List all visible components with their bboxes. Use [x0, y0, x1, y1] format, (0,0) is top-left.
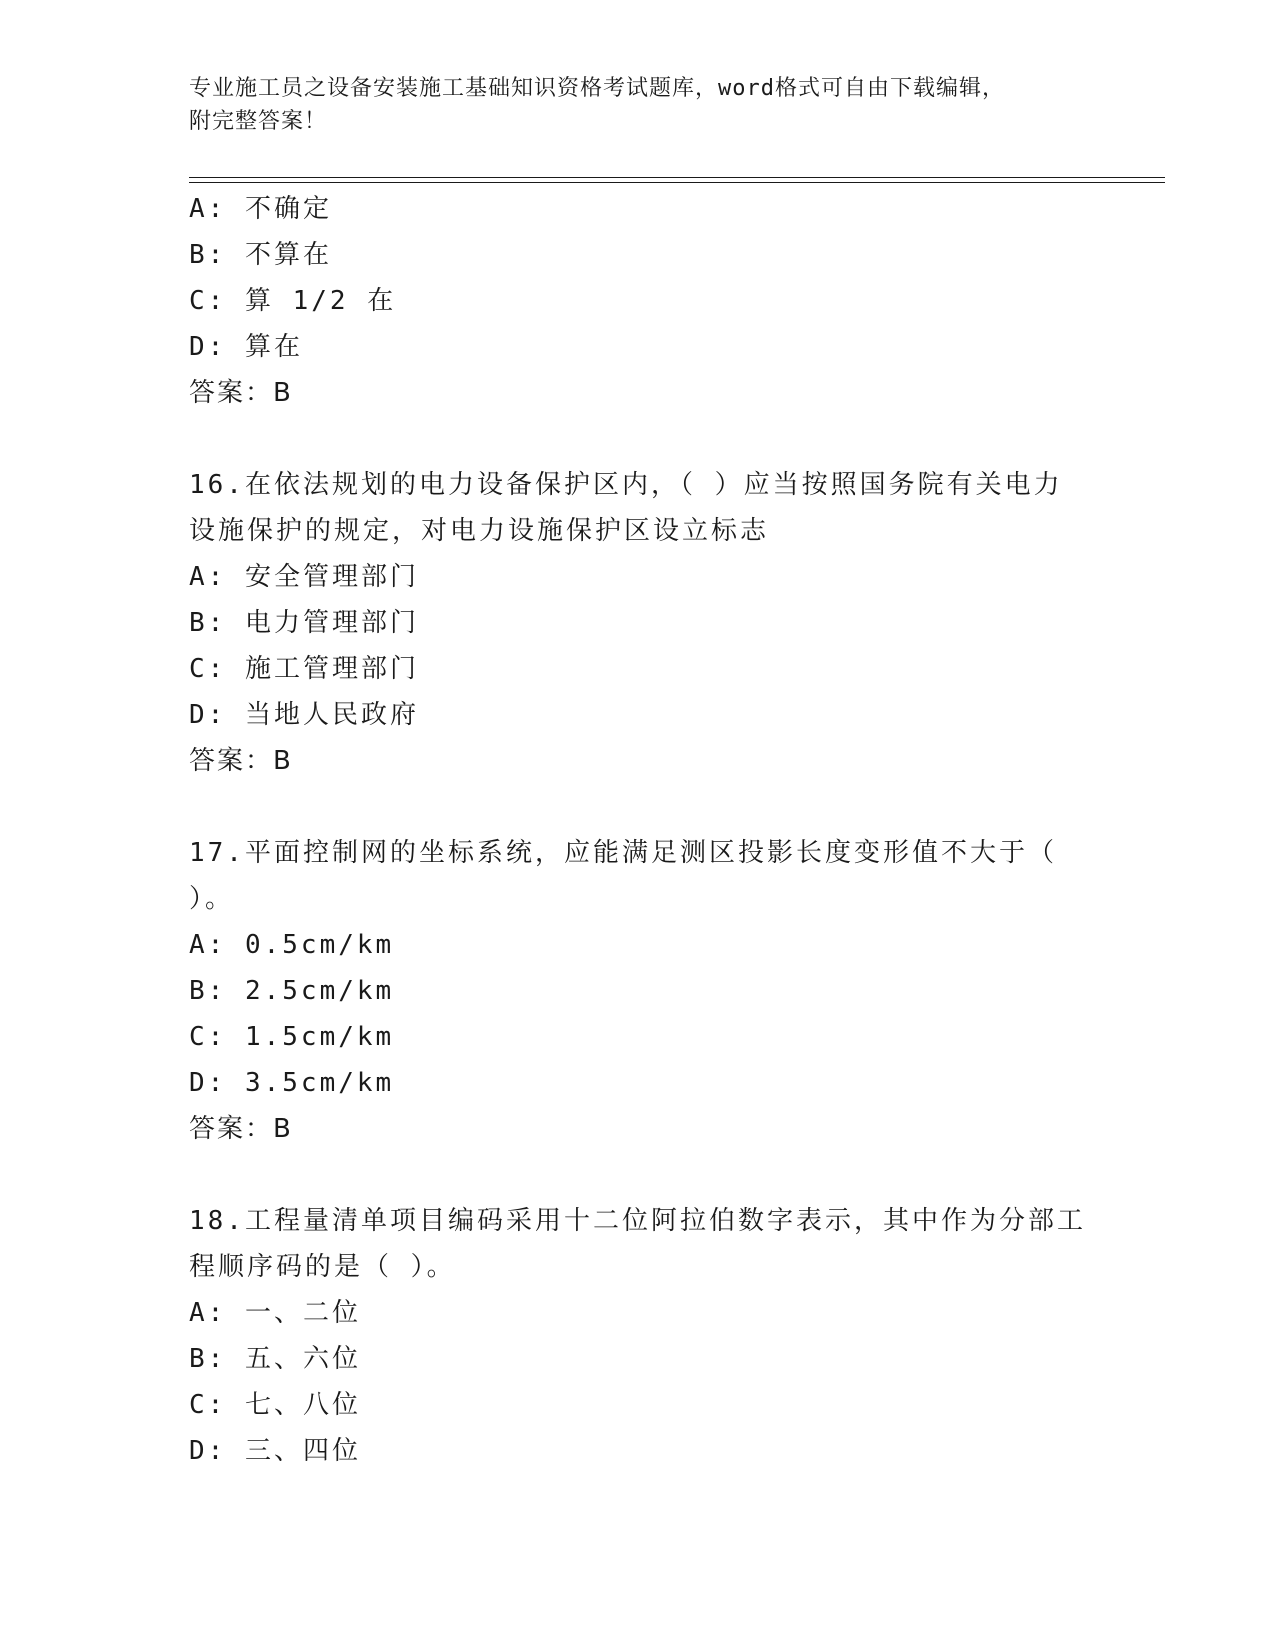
option-d: D: 3.5cm/km [189, 1068, 395, 1098]
question-stem-line-2: 程顺序码的是（ ）。 [189, 1252, 456, 1282]
question-stem-line-2: 设施保护的规定，对电力设施保护区设立标志 [189, 516, 770, 546]
header-divider-top [189, 177, 1165, 178]
question-16 [189, 462, 1089, 784]
spacer [189, 784, 1089, 830]
header-line-2: 附完整答案！ [189, 109, 328, 134]
header-line-1: 专业施工员之设备安装施工基础知识资格考试题库，word格式可自由下载编辑， [189, 76, 1005, 101]
option-d: D: 算在 [189, 332, 303, 362]
option-a: A: 安全管理部门 [189, 562, 419, 592]
option-b: B: 不算在 [189, 240, 332, 270]
option-a: A: 一、二位 [189, 1298, 361, 1328]
option-a: A: 不确定 [189, 194, 332, 224]
question-15-partial [189, 186, 1089, 416]
option-d: D: 三、四位 [189, 1436, 361, 1466]
question-17 [189, 830, 1089, 1152]
option-a: A: 0.5cm/km [189, 930, 395, 960]
answer-line: 答案：B [189, 378, 293, 408]
answer-line: 答案：B [189, 1114, 293, 1144]
option-b: B: 2.5cm/km [189, 976, 395, 1006]
question-list [189, 186, 1089, 1474]
question-stem-line-1: 16.在依法规划的电力设备保护区内，（ ）应当按照国务院有关电力 [189, 470, 1063, 500]
option-c: C: 算 1/2 在 [189, 286, 397, 316]
spacer [189, 416, 1089, 462]
spacer [189, 1152, 1089, 1198]
option-b: B: 五、六位 [189, 1344, 361, 1374]
answer-line: 答案：B [189, 746, 293, 776]
question-18 [189, 1198, 1089, 1474]
option-c: C: 1.5cm/km [189, 1022, 395, 1052]
question-stem-line-2: ）。 [189, 884, 235, 914]
option-c: C: 施工管理部门 [189, 654, 419, 684]
option-b: B: 电力管理部门 [189, 608, 419, 638]
option-c: C: 七、八位 [189, 1390, 361, 1420]
option-d: D: 当地人民政府 [189, 700, 419, 730]
header-divider-bottom [189, 182, 1165, 183]
question-stem-line-1: 17.平面控制网的坐标系统，应能满足测区投影长度变形值不大于（ [189, 838, 1057, 868]
question-stem-line-1: 18.工程量清单项目编码采用十二位阿拉伯数字表示，其中作为分部工 [189, 1206, 1086, 1236]
document-header [189, 72, 1089, 138]
